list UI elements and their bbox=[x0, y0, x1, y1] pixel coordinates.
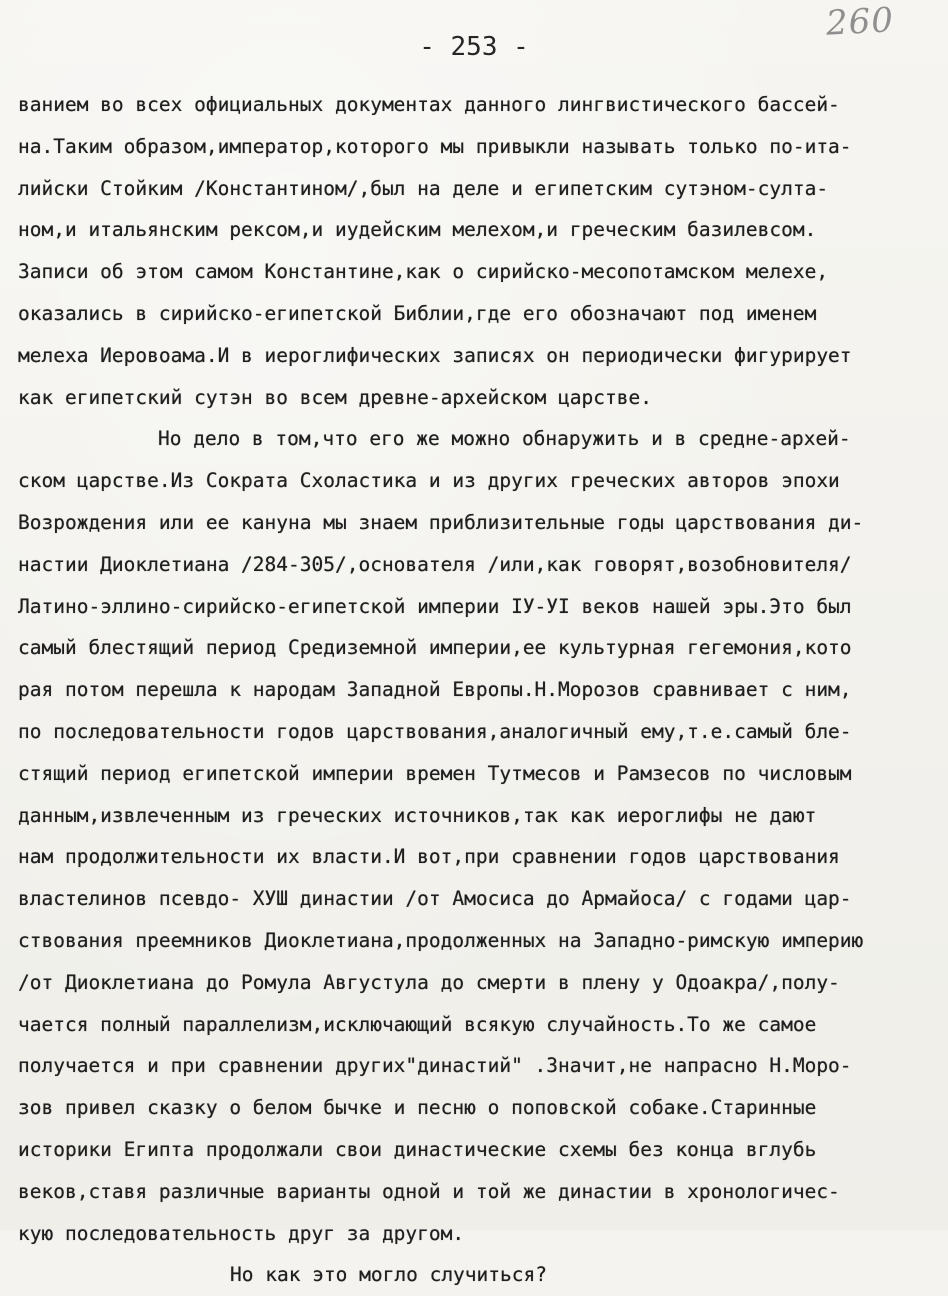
body-text bbox=[18, 84, 938, 1296]
text-line: ванием во всех официальных документах данного лингвистического бассей- bbox=[18, 93, 840, 116]
text-line: историки Египта продолжали свои династические схемы без конца вглубь bbox=[18, 1137, 817, 1161]
text-line: зов привел сказку о белом бычке и песню о поповской собаке.Старинные bbox=[18, 1096, 817, 1120]
text-line: Записи об этом самом Константине,как о сирийско-месопотамском мелехе, bbox=[18, 260, 829, 284]
text-line: данным,извлеченным из греческих источников,так как иероглифы не дают bbox=[18, 803, 817, 827]
text-line: мелеха Иеровоама.И в иероглифических записях он периодически фигурирует bbox=[18, 343, 852, 367]
text-line: получается и при сравнении других"династий" .Значит,не напрасно Н.Моро- bbox=[18, 1054, 852, 1078]
text-line: лийски Стойким /Константином/,был на деле и египетским сутэном-султа- bbox=[18, 176, 829, 200]
text-line: Возрождения или ее кануна мы знаем приблизительные годы царствования ди- bbox=[18, 510, 864, 534]
text-line: нам продолжительности их власти.И вот,при сравнении годов царствования bbox=[18, 845, 840, 869]
page-number: - 253 - bbox=[419, 32, 529, 62]
text-line: стящий период египетской империи времен Тутмесов и Рамзесов по числовым bbox=[18, 761, 852, 785]
text-line: ствования преемников Диоклетиана,продолженных на Западно-римскую империю bbox=[18, 928, 864, 952]
text-line: чается полный параллелизм,исключающий всякую случайность.То же самое bbox=[18, 1012, 817, 1036]
text-line: Латино-эллино-сирийско-египетской империи IУ-УI веков нашей эры.Это был bbox=[18, 594, 852, 618]
text-line: веков,ставя различные варианты одной и той же династии в хронологичес- bbox=[18, 1179, 840, 1203]
text-line: как египетский сутэн во всем древне-архейском царстве. bbox=[18, 385, 652, 409]
text-line: ском царстве.Из Сократа Схоластика и из других греческих авторов эпохи bbox=[18, 469, 840, 493]
text-line: на.Таким образом,император,которого мы привыкли называть только по-ита- bbox=[18, 134, 852, 158]
text-line: кую последовательность друг за другом. bbox=[18, 1221, 465, 1245]
text-line: оказались в сирийско-египетской Библии,где его обозначают под именем bbox=[18, 301, 817, 325]
paragraph-start-line: Но дело в том,что его же можно обнаружить и в средне-архей- bbox=[158, 427, 851, 451]
text-line: по последовательности годов царствования,аналогичный ему,т.е.самый бле- bbox=[18, 719, 852, 743]
text-line: ном,и итальянским рексом,и иудейским мелехом,и греческим базилевсом. bbox=[18, 218, 817, 242]
text-line: настии Диоклетиана /284-305/,основателя /или,как говорят,возобновителя/ bbox=[18, 552, 852, 576]
text-line: властелинов псевдо- ХУШ династии /от Амосиса до Армайоса/ с годами цар- bbox=[18, 887, 852, 911]
text-line: /от Диоклетиана до Ромула Августула до смерти в плену у Одоакра/,полу- bbox=[18, 970, 840, 994]
paragraph-start-line: Но как это могло случиться? bbox=[230, 1263, 547, 1287]
archive-page-number: 260 bbox=[824, 0, 895, 44]
text-line: рая потом перешла к народам Западной Европы.Н.Морозов сравнивает с ним, bbox=[18, 678, 852, 702]
text-line: самый блестящий период Средиземной империи,ее культурная гегемония,кото bbox=[18, 636, 852, 660]
